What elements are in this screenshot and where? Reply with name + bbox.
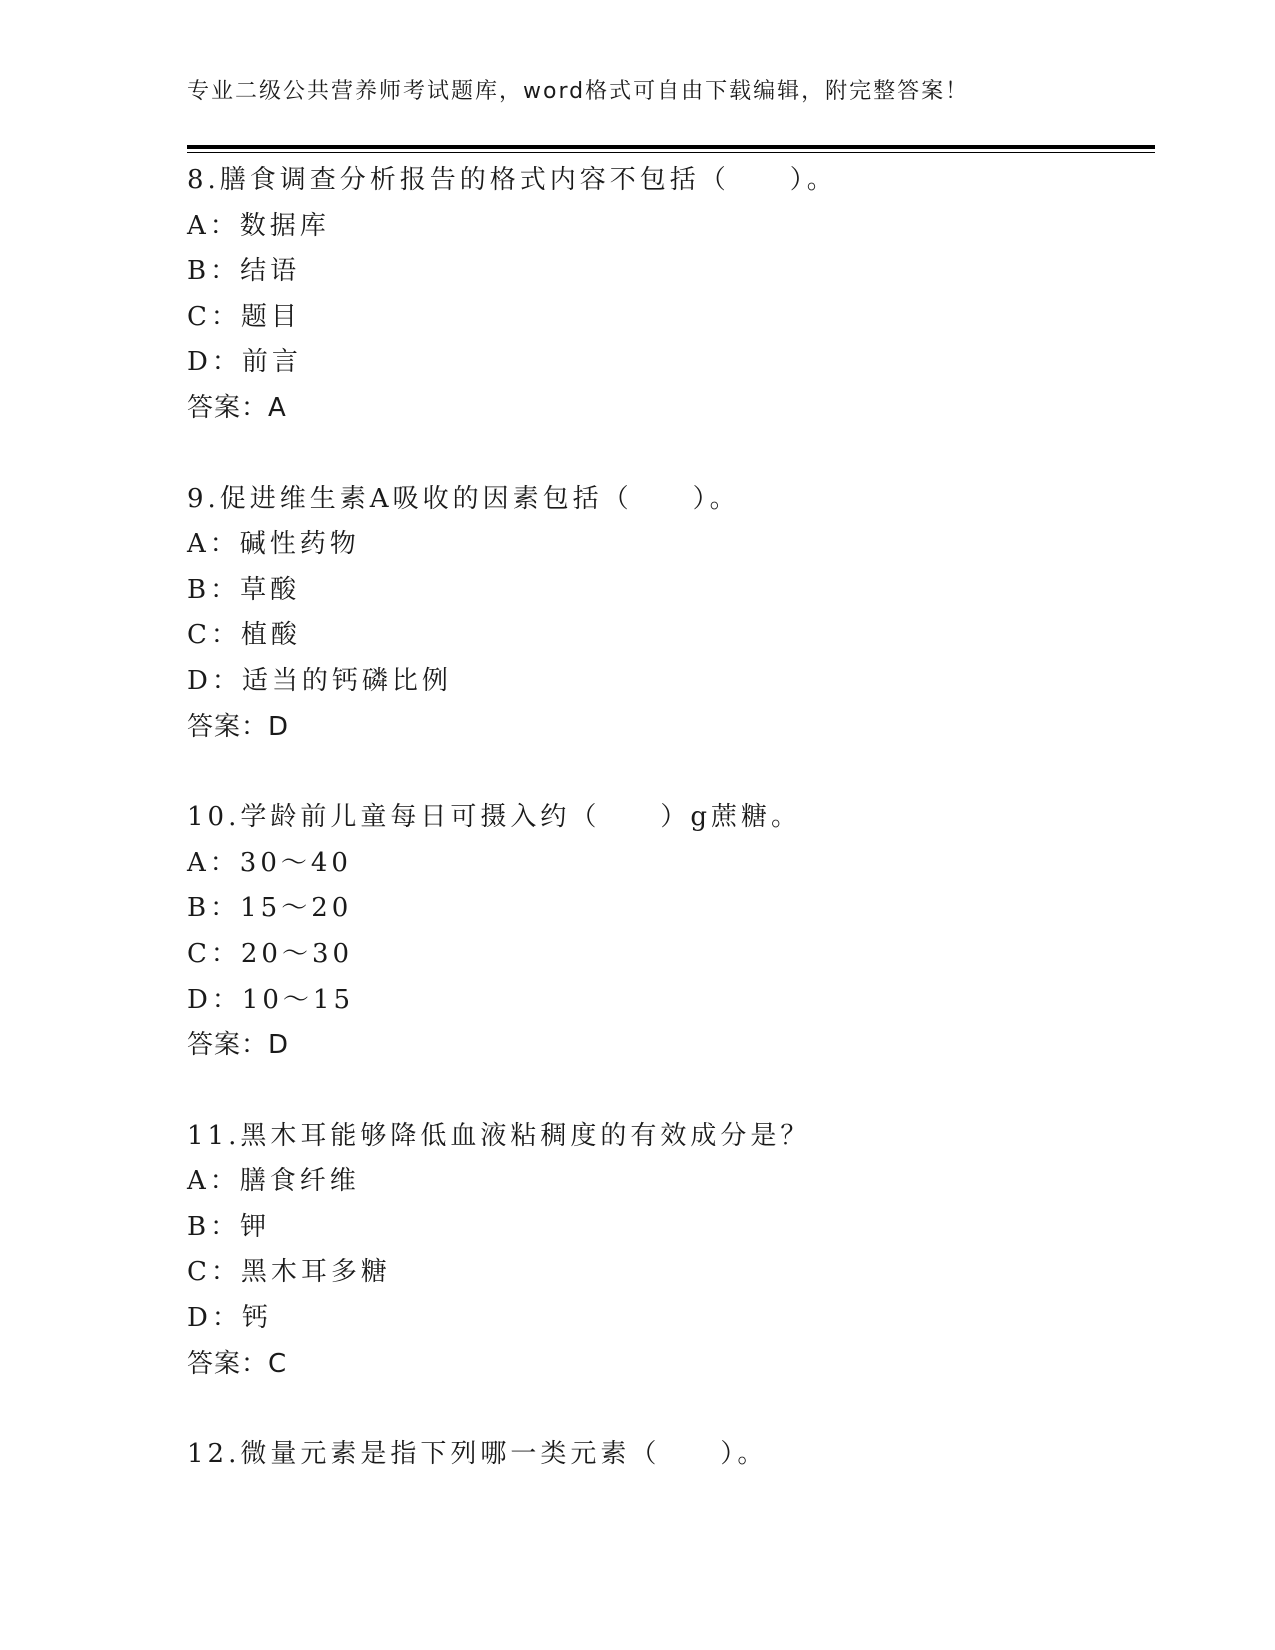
option-c: C：题目	[187, 301, 301, 332]
answer-label: 答案：A	[187, 392, 287, 423]
page-header: 专业二级公共营养师考试题库，word格式可自由下载编辑，附完整答案！	[187, 79, 970, 104]
option-a: A：膳食纤维	[187, 1166, 360, 1197]
option-a: A：数据库	[187, 210, 330, 241]
option-c: C：20～30	[187, 938, 354, 969]
header-rule-thin	[187, 152, 1155, 153]
question-11	[187, 1114, 1147, 1388]
answer-label: 答案：C	[187, 1348, 288, 1379]
option-d: D：适当的钙磷比例	[187, 665, 452, 696]
answer-label: 答案：D	[187, 711, 290, 742]
option-c: C：黑木耳多糖	[187, 1257, 391, 1288]
answer-label: 答案：D	[187, 1030, 290, 1061]
question-stem: 10.学龄前儿童每日可摄入约（ ）g蔗糖。	[187, 802, 801, 833]
question-stem: 8.膳食调查分析报告的格式内容不包括（ ）。	[187, 165, 837, 195]
header-rule-thick	[187, 145, 1155, 149]
option-b: B：15～20	[187, 893, 353, 924]
option-b: B：钾	[187, 1211, 271, 1242]
question-9	[187, 477, 1147, 751]
option-d: D：10～15	[187, 984, 355, 1015]
question-8	[187, 158, 1147, 432]
question-stem: 9.促进维生素A吸收的因素包括（ ）。	[187, 483, 740, 514]
option-b: B：草酸	[187, 574, 301, 605]
option-a: A：碱性药物	[187, 529, 360, 560]
option-d: D：前言	[187, 347, 302, 378]
question-10	[187, 795, 1147, 1069]
option-c: C：植酸	[187, 620, 301, 651]
question-stem: 11.黑木耳能够降低血液粘稠度的有效成分是？	[187, 1120, 811, 1151]
option-b: B：结语	[187, 256, 301, 287]
option-a: A：30～40	[187, 847, 352, 878]
question-stem: 12.微量元素是指下列哪一类元素（ ）。	[187, 1439, 768, 1470]
question-list	[187, 158, 1147, 1523]
question-12	[187, 1432, 1147, 1478]
option-d: D：钙	[187, 1303, 272, 1334]
